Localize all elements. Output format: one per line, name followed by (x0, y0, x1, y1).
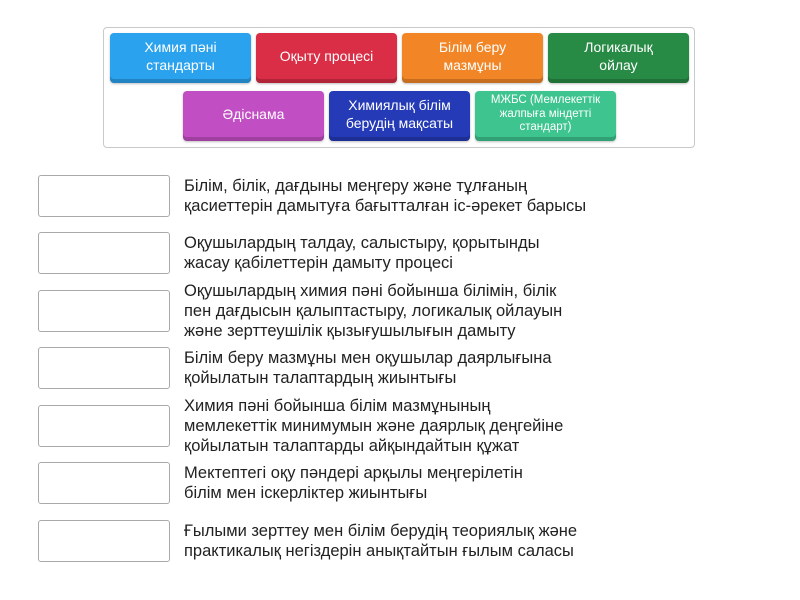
description-line: Білім беру мазмұны мен оқушылар даярлығына (184, 349, 552, 367)
description-line: білім мен іскерліктер жиынтығы (184, 484, 428, 502)
tile-chemistry-education-goal[interactable] (329, 91, 470, 141)
drop-slot-3[interactable] (38, 290, 170, 332)
description-2 (184, 233, 704, 273)
description-line: Мектептегі оқу пәндері арқылы меңгерілетін (184, 464, 523, 482)
tile-label: Әдіснама (222, 105, 285, 122)
description-line: және зерттеушілік қызығушылығын дамыту (184, 322, 516, 340)
tile-label: Химиялық білім (348, 97, 451, 113)
tile-education-content[interactable] (402, 33, 543, 83)
tile-label: берудің мақсаты (345, 114, 454, 131)
description-line: қойылатын талаптардың жиынтығы (184, 369, 457, 387)
tile-logical-thinking[interactable] (548, 33, 689, 83)
tile-label: Оқыту процесі (279, 47, 374, 64)
tile-label: Логикалық (584, 39, 653, 55)
tile-label: Білім беру (438, 39, 507, 55)
description-line: Білім, білік, дағдыны меңгеру және тұлғаның (184, 177, 528, 195)
drop-slot-7[interactable] (38, 520, 170, 562)
description-5 (184, 396, 704, 456)
description-line: Оқушылардың талдау, салыстыру, қорытынды (184, 234, 540, 252)
tile-learning-process[interactable] (256, 33, 397, 83)
description-line: қойылатын талаптарды айқындайтын құжат (184, 437, 520, 455)
tile-chemistry-standards[interactable] (110, 33, 251, 83)
tile-methodology[interactable] (183, 91, 324, 141)
description-line: қасиеттерін дамытуға бағытталған іс-әрекет барысы (184, 197, 587, 215)
drop-slot-2[interactable] (38, 232, 170, 274)
description-7 (184, 521, 704, 561)
tile-label: стандарт) (519, 121, 572, 134)
tile-label: ойлау (599, 56, 638, 73)
description-1 (184, 176, 704, 216)
description-line: жасау қабілеттерін дамыту процесі (184, 254, 453, 272)
description-line: Ғылыми зерттеу мен білім берудің теориялық және (184, 522, 578, 540)
drop-slot-4[interactable] (38, 347, 170, 389)
drop-slot-1[interactable] (38, 175, 170, 217)
drop-slot-6[interactable] (38, 462, 170, 504)
description-line: мемлекеттік минимумын және даярлық деңгейіне (184, 417, 564, 435)
drop-slot-5[interactable] (38, 405, 170, 447)
tile-label: стандарты (146, 56, 215, 73)
description-3 (184, 281, 704, 341)
tile-label: мазмұны (443, 56, 502, 73)
description-line: Оқушылардың химия пәні бойынша білімін, білік (184, 282, 557, 300)
tile-label: жалпыға міндетті (499, 107, 592, 120)
description-line: пен дағдысын қалыптастыру, логикалық ойлауын (184, 302, 563, 320)
description-4 (184, 348, 704, 388)
tile-state-standard[interactable] (475, 91, 616, 141)
description-6 (184, 463, 704, 503)
description-line: практикалық негіздерін анықтайтын ғылым саласы (184, 542, 574, 560)
description-line: Химия пәні бойынша білім мазмұнының (184, 397, 491, 415)
tile-label: Химия пәні (144, 39, 217, 55)
tile-label: МЖБС (Мемлекеттік (490, 93, 601, 106)
